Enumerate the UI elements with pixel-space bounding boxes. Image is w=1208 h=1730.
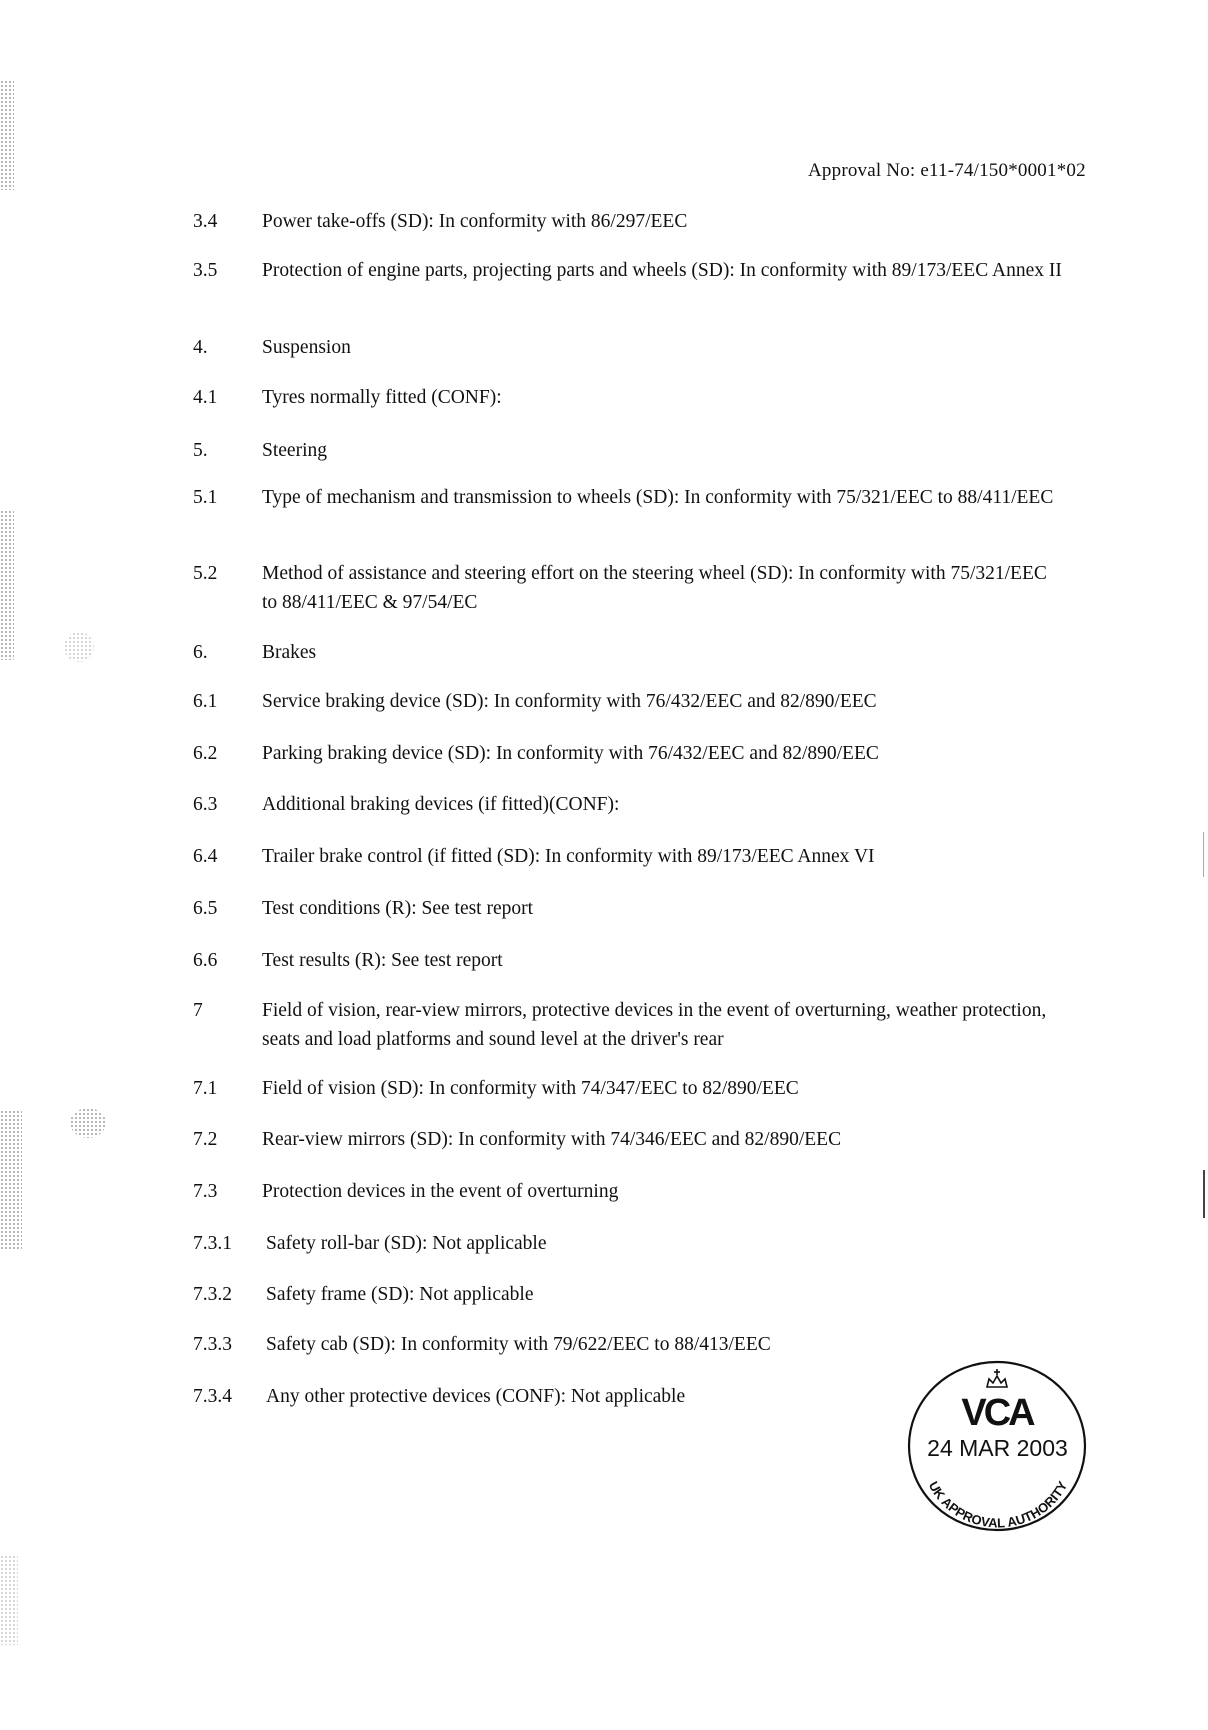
item-number: 7.3.3 [193, 1334, 232, 1355]
scan-mark [1203, 1170, 1205, 1218]
crown-icon [987, 1369, 1007, 1387]
item-text: Field of vision (SD): In conformity with 74/347/EEC to 82/890/EEC [262, 1078, 799, 1099]
scan-speckle [0, 510, 14, 660]
item-number: 6.2 [193, 743, 218, 764]
scan-speckle [0, 1110, 22, 1250]
stamp-date: 24 MAR 2003 [927, 1435, 1068, 1461]
item-number: 7 [193, 1000, 203, 1021]
item-text: Parking braking device (SD): In conformity with 76/432/EEC and 82/890/EEC [262, 743, 879, 764]
item-text: Safety roll-bar (SD): Not applicable [266, 1233, 547, 1254]
approval-stamp [905, 1357, 1090, 1535]
scan-speckle [0, 1555, 18, 1645]
item-number: 3.4 [193, 211, 218, 232]
item-number: 3.5 [193, 260, 218, 281]
vca-logo: VCA [961, 1392, 1033, 1434]
scan-speckle [0, 80, 14, 190]
approval-number: Approval No: e11-74/150*0001*02 [808, 160, 1086, 181]
item-text: Rear-view mirrors (SD): In conformity with 74/346/EEC and 82/890/EEC [262, 1129, 842, 1150]
item-text: Brakes [262, 642, 317, 663]
item-text: Additional braking devices (if fitted)(CONF): [262, 794, 620, 815]
item-number: 5.1 [193, 487, 218, 508]
item-text: Power take-offs (SD): In conformity with 86/297/EEC [262, 211, 688, 232]
item-text: Steering [262, 440, 327, 461]
item-text: Test results (R): See test report [262, 950, 503, 971]
item-number: 7.1 [193, 1078, 218, 1099]
item-number: 6.3 [193, 794, 218, 815]
item-number: 6.6 [193, 950, 218, 971]
item-text: Method of assistance and steering effort on the steering wheel (SD): In conformity with 75/321/EEC to 88/411/EEC & 97/54/EC [262, 563, 1047, 613]
item-text: Protection of engine parts, projecting parts and wheels (SD): In conformity with 89/173/EEC Annex II [262, 260, 1062, 281]
item-number: 4. [193, 337, 208, 358]
item-number: 6.5 [193, 898, 218, 919]
item-number: 7.3.4 [193, 1386, 232, 1407]
item-number: 5.2 [193, 563, 218, 584]
item-number: 6. [193, 642, 208, 663]
item-text: Service braking device (SD): In conformity with 76/432/EEC and 82/890/EEC [262, 691, 877, 712]
scan-speckle [70, 1108, 106, 1138]
item-text: Suspension [262, 337, 351, 358]
item-text: Type of mechanism and transmission to wheels (SD): In conformity with 75/321/EEC to 88/411/EEC [262, 487, 1054, 508]
item-number: 5. [193, 440, 208, 461]
stamp-arc-text: UK APPROVAL AUTHORITY [925, 1478, 1071, 1531]
item-text: Tyres normally fitted (CONF): [262, 387, 502, 408]
item-number: 7.3.1 [193, 1233, 232, 1254]
scan-speckle [64, 632, 94, 662]
item-number: 4.1 [193, 387, 218, 408]
item-text: Protection devices in the event of overturning [262, 1181, 619, 1202]
item-number: 7.3.2 [193, 1284, 232, 1305]
item-number: 6.4 [193, 846, 218, 867]
item-number: 6.1 [193, 691, 218, 712]
item-text: Field of vision, rear-view mirrors, protective devices in the event of overturning, weather protection, seats and load platforms and sound level at the driver's rear [262, 1000, 1047, 1050]
item-text: Test conditions (R): See test report [262, 898, 534, 919]
item-text: Safety frame (SD): Not applicable [266, 1284, 534, 1305]
item-text: Safety cab (SD): In conformity with 79/622/EEC to 88/413/EEC [266, 1334, 771, 1355]
item-number: 7.3 [193, 1181, 218, 1202]
item-text: Any other protective devices (CONF): Not applicable [266, 1386, 686, 1407]
item-text: Trailer brake control (if fitted (SD): In conformity with 89/173/EEC Annex VI [262, 846, 875, 867]
scan-mark [1203, 832, 1204, 877]
item-number: 7.2 [193, 1129, 218, 1150]
